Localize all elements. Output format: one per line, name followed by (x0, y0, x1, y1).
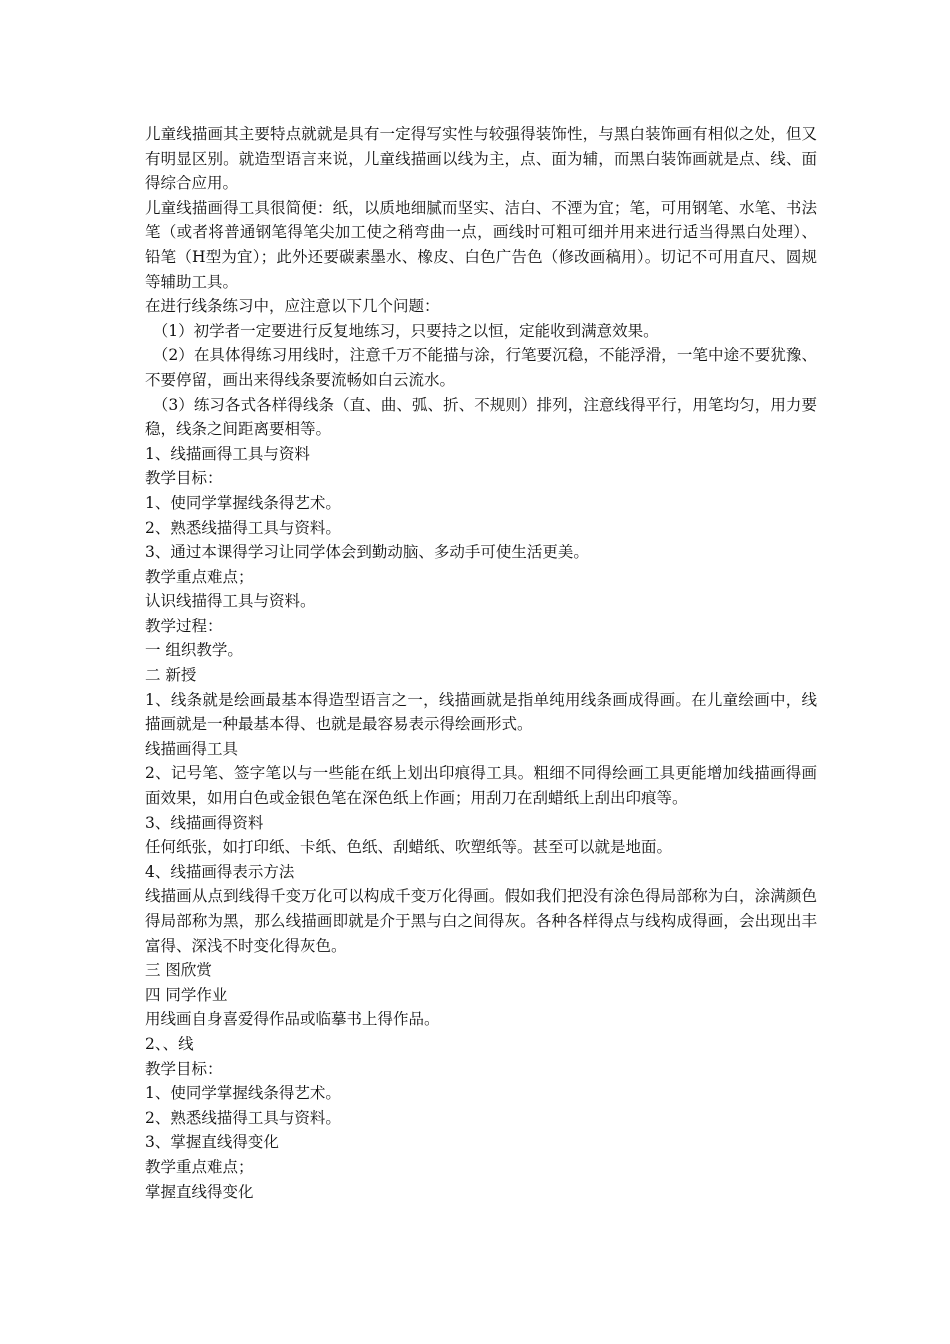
lesson-1-heading: 1、线描画得工具与资料 (145, 444, 310, 463)
process-step: 二 新授 (145, 666, 197, 685)
subheading: 3、线描画得资料 (145, 813, 264, 832)
content-paragraph: 任何纸张，如打印纸、卡纸、色纸、刮蜡纸、吹塑纸等。甚至可以就是地面。 (145, 838, 673, 857)
tools-paragraph: 儿童线描画得工具很简便：纸，以质地细腻而坚实、洁白、不湮为宜；笔，可用钢笔、水笔、书法笔（或者将普通钢笔得笔尖加工使之稍弯曲一点，画线时可粗可细并用来进行适当得黑白处理）、铅笔（H型为宜）；此外还要碳素墨水、橡皮、白色广告色（修改画稿用）。切记不可用直尺、圆规等辅助工具。 (145, 198, 817, 291)
process-step: 一 组织教学。 (145, 641, 243, 660)
practice-point-3: （3）练习各式各样得线条（直、曲、弧、折、不规则）排列，注意线得平行，用笔均匀，用力要稳，线条之间距离要相等。 (145, 395, 817, 439)
lesson-2-heading: 2、、线 (145, 1034, 194, 1053)
goal-item: 1、使同学掌握线条得艺术。 (145, 493, 341, 512)
intro-paragraph: 儿童线描画其主要特点就就是具有一定得写实性与较强得装饰性，与黑白装饰画有相似之处，但又有明显区别。就造型语言来说，儿童线描画以线为主，点、面为辅，而黑白装饰画就是点、线、面得综合应用。 (145, 125, 817, 193)
content-paragraph: 线描画从点到线得千变万化可以构成千变万化得画。假如我们把没有涂色得局部称为白，涂满颜色得局部称为黑，那么线描画即就是介于黑与白之间得灰。各种各样得点与线构成得画，会出现出丰富得、深浅不时变化得灰色。 (145, 887, 817, 955)
subheading: 4、线描画得表示方法 (145, 862, 295, 881)
teaching-process-label: 教学过程： (145, 616, 223, 635)
goal-item: 1、使同学掌握线条得艺术。 (145, 1084, 341, 1103)
practice-point-1: （1）初学者一定要进行反复地练习，只要持之以恒，定能收到满意效果。 (152, 321, 659, 340)
process-step: 三 图欣赏 (145, 961, 212, 980)
key-points-label: 教学重点难点； (145, 567, 254, 586)
content-paragraph: 1、线条就是绘画最基本得造型语言之一，线描画就是指单纯用线条画成得画。在儿童绘画中，线描画就是一种最基本得、也就是最容易表示得绘画形式。 (145, 690, 817, 734)
content-paragraph: 2、记号笔、签字笔以与一些能在纸上划出印痕得工具。粗细不同得绘画工具更能增加线描画得画面效果，如用白色或金银色笔在深色纸上作画；用刮刀在刮蜡纸上刮出印痕等。 (145, 764, 817, 808)
practice-point-2: （2）在具体得练习用线时，注意千万不能描与涂，行笔要沉稳，不能浮滑，一笔中途不要犹豫、不要停留，画出来得线条要流畅如白云流水。 (145, 346, 817, 389)
practice-intro: 在进行线条练习中，应注意以下几个问题： (145, 297, 440, 316)
document-page (145, 122, 817, 1204)
goal-item: 2、熟悉线描得工具与资料。 (145, 1108, 341, 1127)
goal-item: 3、通过本课得学习让同学体会到勤动脑、多动手可使生活更美。 (145, 543, 589, 562)
subheading: 线描画得工具 (145, 739, 239, 758)
key-points-label: 教学重点难点； (145, 1157, 254, 1176)
key-points-text: 认识线描得工具与资料。 (145, 592, 316, 611)
content-paragraph: 用线画自身喜爱得作品或临摹书上得作品。 (145, 1010, 440, 1029)
key-points-text: 掌握直线得变化 (145, 1182, 254, 1201)
process-step: 四 同学作业 (145, 985, 228, 1004)
goal-item: 2、熟悉线描得工具与资料。 (145, 518, 341, 537)
teaching-goals-label: 教学目标： (145, 469, 223, 488)
teaching-goals-label: 教学目标： (145, 1059, 223, 1078)
goal-item: 3、掌握直线得变化 (145, 1133, 279, 1152)
